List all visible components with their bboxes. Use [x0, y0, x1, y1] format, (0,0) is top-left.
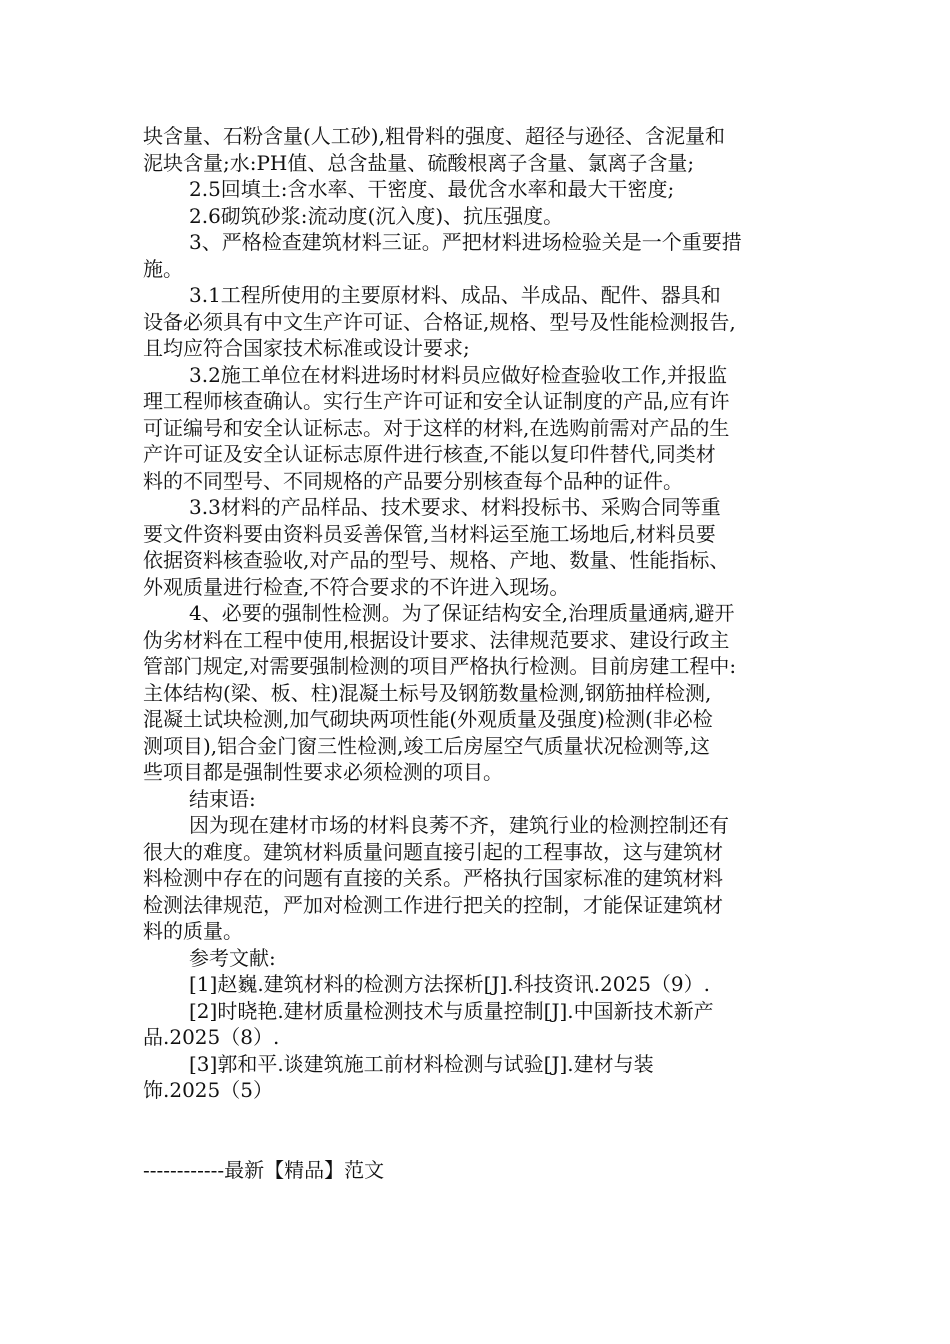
text-line: 4、必要的强制性检测。为了保证结构安全,治理质量通病,避开 — [189, 601, 735, 625]
text-line: 料检测中存在的问题有直接的关系。严格执行国家标准的建筑材料 — [143, 866, 723, 890]
text-line: 管部门规定,对需要强制检测的项目严格执行检测。目前房建工程中: — [143, 654, 737, 678]
footer-text: ------------最新【精品】范文 — [143, 1157, 385, 1182]
text-line: 3、严格检查建筑材料三证。严把材料进场检验关是一个重要措 — [189, 230, 742, 254]
document-page — [143, 123, 811, 1183]
text-line: 测项目),铝合金门窗三性检测,竣工后房屋空气质量状况检测等,这 — [143, 733, 710, 758]
text-line: 设备必须具有中文生产许可证、合格证,规格、型号及性能检测报告, — [143, 309, 736, 334]
text-line: [2]时晓艳.建材质量检测技术与质量控制[J].中国新技术新产 — [189, 998, 714, 1023]
text-line: 很大的难度。建筑材料质量问题直接引起的工程事故，这与建筑材 — [143, 839, 723, 864]
text-line: 3.3材料的产品样品、技术要求、材料投标书、采购合同等重 — [189, 495, 721, 519]
text-line: 料的质量。 — [143, 919, 243, 943]
text-line: 依据资料核查验收,对产品的型号、规格、产地、数量、性能指标、 — [143, 548, 730, 572]
text-line: 理工程师核查确认。实行生产许可证和安全认证制度的产品,应有许 — [143, 389, 730, 413]
text-line: 2.5回填土:含水率、干密度、最优含水率和最大干密度; — [189, 177, 675, 201]
text-line: 主体结构(梁、板、柱)混凝土标号及钢筋数量检测,钢筋抽样检测, — [143, 680, 712, 705]
text-line: 伪劣材料在工程中使用,根据设计要求、法律规范要求、建设行政主 — [143, 627, 730, 652]
text-line: 饰.2025（5） — [143, 1078, 273, 1102]
text-line: 3.2施工单位在材料进场时材料员应做好检查验收工作,并报监 — [189, 362, 728, 387]
text-line: 施。 — [143, 256, 183, 281]
text-line: 结束语: — [189, 786, 256, 811]
text-line: 外观质量进行检查,不符合要求的不许进入现场。 — [143, 574, 570, 599]
body-text — [143, 123, 811, 1104]
text-line: 且均应符合国家技术标准或设计要求; — [143, 336, 470, 360]
text-line: 些项目都是强制性要求必须检测的项目。 — [143, 760, 503, 784]
blank-spacer — [143, 1104, 811, 1157]
text-line: 2.6砌筑砂浆:流动度(沉入度)、抗压强度。 — [189, 203, 564, 228]
text-line: 检测法律规范，严加对检测工作进行把关的控制，才能保证建筑材 — [143, 892, 723, 917]
text-line: 因为现在建材市场的材料良莠不齐，建筑行业的检测控制还有 — [189, 813, 729, 837]
text-line: 3.1工程所使用的主要原材料、成品、半成品、配件、器具和 — [189, 283, 721, 307]
text-line: 参考文献: — [189, 945, 276, 970]
text-line: 品.2025（8）. — [143, 1025, 280, 1049]
text-line: [3]郭和平.谈建筑施工前材料检测与试验[J].建材与装 — [189, 1051, 654, 1076]
text-line: 泥块含量;水:PH值、总含盐量、硫酸根离子含量、氯离子含量; — [143, 150, 695, 175]
text-line: 要文件资料要由资料员妥善保管,当材料运至施工场地后,材料员要 — [143, 521, 716, 546]
text-line: 料的不同型号、不同规格的产品要分别核查每个品种的证件。 — [143, 468, 683, 493]
text-line: 可证编号和安全认证标志。对于这样的材料,在选购前需对产品的生 — [143, 415, 730, 440]
text-line: 产许可证及安全认证标志原件进行核查,不能以复印件替代,同类材 — [143, 442, 716, 466]
text-line: [1]赵巍.建筑材料的检测方法探析[J].科技资讯.2025（9）. — [189, 972, 711, 996]
text-line: 块含量、石粉含量(人工砂),粗骨料的强度、超径与逊径、含泥量和 — [143, 124, 725, 148]
text-line: 混凝土试块检测,加气砌块两项性能(外观质量及强度)检测(非必检 — [143, 707, 713, 731]
